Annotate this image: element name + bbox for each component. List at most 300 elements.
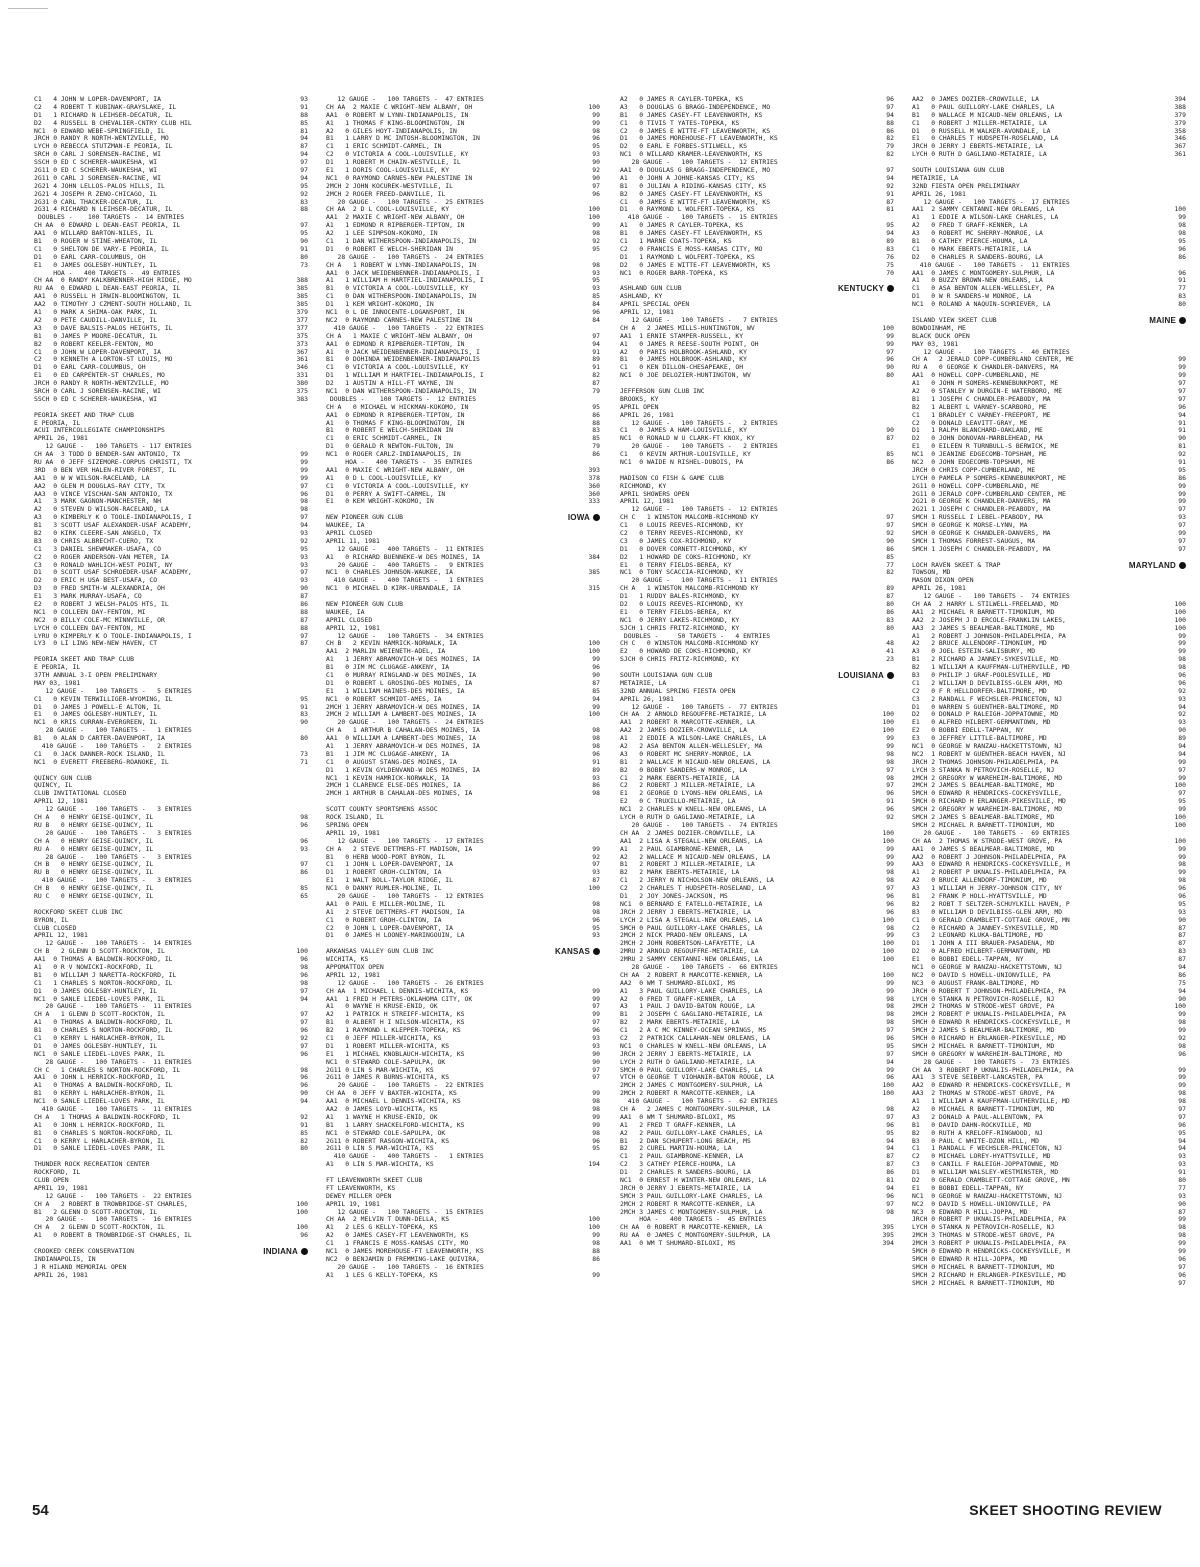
result-text: RU AA 0 JEFF SIZEMORE-CORPUS CHRISTI, TX <box>34 458 192 466</box>
result-line <box>326 451 604 459</box>
result-text: 28 GAUGE - 100 TARGETS - 73 ENTRIES <box>912 1058 1070 1066</box>
score: 98 <box>886 750 894 758</box>
result-text: B1 2 WALLACE M NICAUD-NEW ORLEANS, LA <box>620 758 771 766</box>
result-line <box>34 230 312 238</box>
result-line <box>620 877 898 885</box>
result-line <box>34 996 312 1004</box>
result-text: A2 2 BRUCE ALLENDORF-TIMONIUM, MD <box>912 640 1047 648</box>
result-line <box>620 325 898 333</box>
result-text: SOUTH LOUISIANA GUN CLUB <box>912 167 1005 175</box>
result-text: CH C 0 WINSTON MALCOMB-RICHMOND KY <box>620 640 759 648</box>
spacer-line <box>34 1240 312 1248</box>
club-header-line <box>620 285 898 293</box>
score: 98 <box>592 1098 600 1106</box>
result-text: C1 0 MURRAY RINGLAND-W DES MOINES, IA <box>326 672 477 680</box>
spacer-line <box>326 940 604 948</box>
result-line <box>326 230 604 238</box>
score: 85 <box>300 1129 308 1137</box>
publication-masthead: SKEET SHOOTING REVIEW <box>969 1502 1162 1518</box>
score: 98 <box>592 230 600 238</box>
result-text: NC1 0 STEWARD COLE-SAPULPA, OK <box>326 1058 446 1066</box>
result-text: NC1 0 GEORGE W RANZAU-HACKETTSTOWN, NJ <box>912 743 1063 751</box>
result-text: B1 0 JIM MC CLUGAGE-ANKENY, IA <box>326 664 450 672</box>
spacer-line <box>34 404 312 412</box>
result-text: J R HILAND MEMORIAL OPEN <box>34 1263 127 1271</box>
result-line <box>326 854 604 862</box>
result-line <box>620 317 898 325</box>
result-line <box>912 617 1190 625</box>
state-name: MAINE <box>1149 316 1176 325</box>
result-text: C1 0 KEVIN ARTHUR-LOUISVILLE, KY <box>620 451 751 459</box>
score: 99 <box>1178 648 1186 656</box>
result-line <box>912 625 1190 633</box>
result-line <box>620 1051 898 1059</box>
result-text: 28 GAUGE - 100 TARGETS - 3 ENTRIES <box>34 853 192 861</box>
result-line <box>326 1090 604 1098</box>
score: 82 <box>886 151 894 159</box>
result-text: B2 1 RAYMOND L KLEPPER-TOPEKA, KS <box>326 1027 461 1035</box>
result-line <box>912 459 1190 467</box>
result-line <box>34 956 312 964</box>
score: 96 <box>1178 885 1186 893</box>
score: 83 <box>300 198 308 206</box>
result-line <box>620 546 898 554</box>
score: 92 <box>886 814 894 822</box>
score: 84 <box>592 301 600 309</box>
result-text: A2 2 WALLACE M NICAUD-NEW ORLEANS, LA <box>620 853 771 861</box>
result-text: C1 0 KEN DILLON-CHESAPEAKE, OH <box>620 364 744 372</box>
score: 91 <box>592 364 600 372</box>
result-line <box>326 459 604 467</box>
result-text: ASHLAND, KY <box>620 293 663 301</box>
result-line <box>34 262 312 270</box>
result-text: CH AA 0 JEFF V BAXTER-WICHITA, KS <box>326 1090 457 1098</box>
score: 94 <box>1178 987 1186 995</box>
result-text: B1 1 LARRY D MC INTOSH-BLOOMINGTON, IN <box>326 135 480 143</box>
result-line <box>620 996 898 1004</box>
score: 87 <box>886 1161 894 1169</box>
score: 93 <box>300 96 308 103</box>
result-line <box>620 270 898 278</box>
result-text: SMCH 0 GEORGE K CHANDLER-DANVERS, MA <box>912 529 1051 537</box>
result-line <box>620 1122 898 1130</box>
result-line <box>620 396 898 404</box>
result-text: C3 2 RANDALL F WECHSLER-PRINCETON, NJ <box>912 695 1063 703</box>
result-text: B1 0 KERRY L HARLACHER-BYRON, IL <box>34 1090 165 1098</box>
score: 91 <box>886 798 894 806</box>
score: 99 <box>886 332 894 340</box>
result-text: 12 GAUGE - 100 TARGETS - 26 ENTRIES <box>326 979 484 987</box>
score: 385 <box>296 301 308 309</box>
result-line <box>34 1224 312 1232</box>
result-line <box>912 1161 1190 1169</box>
result-text: METAIRIE, LA <box>620 679 667 687</box>
result-line <box>912 1201 1190 1209</box>
result-line <box>326 96 604 104</box>
result-line <box>34 593 312 601</box>
score: 94 <box>886 174 894 182</box>
result-line <box>326 838 604 846</box>
result-text: JRCH 0 RANDY R NORTH-WENTZVILLE, MO <box>34 380 169 388</box>
result-text: B2 1 ALBERT L VARNEY-SCARBORO, ME <box>912 403 1047 411</box>
result-text: SSCH 0 ED C SCHERER-WAUKESHA, WI <box>34 395 158 403</box>
result-text: B1 0 HERB WOOD-PORT BYRON, IL <box>326 853 446 861</box>
result-text: 12 GAUGE - 100 TARGETS - 47 ENTRIES <box>326 96 484 103</box>
state-heading <box>1129 562 1186 570</box>
result-line <box>326 1114 604 1122</box>
score: 99 <box>592 1232 600 1240</box>
result-text: CH A 2 ROBERT B TROWBRIDGE-ST CHARLES, <box>34 1200 188 1208</box>
result-line <box>912 719 1190 727</box>
result-text: AA3 2 JAMES S BEALMEAR-BALTIMORE, MD <box>912 624 1055 632</box>
result-line <box>912 435 1190 443</box>
result-text: D2 0 JOHN DONOVAN-MARBLEHEAD, MA <box>912 435 1043 443</box>
score: 93 <box>300 577 308 585</box>
result-text: B2 2 MARK EBERTS-METAIRIE, LA <box>620 1019 740 1027</box>
result-text: 2G11 0 HOWELL COPP-CUMBERLAND, ME <box>912 482 1039 490</box>
result-line <box>620 301 898 309</box>
result-text: B1 2 RICHARD A JANNEY-SYKESVILLE, MD <box>912 656 1059 664</box>
result-text: 2G11 0 JERALD COPP-CUMBERLAND CENTER, ME <box>912 490 1066 498</box>
result-line <box>912 112 1190 120</box>
score: 98 <box>886 1011 894 1019</box>
result-line <box>34 309 312 317</box>
result-text: LYCH 0 RUTH D GAGLIANO-METAIRIE, LA <box>620 814 755 822</box>
result-text: A2 0 GILES HOYT-INDIANAPOLIS, IN <box>326 127 457 135</box>
result-text: 2MCH 2 ROGER FREED-DANVILLE, IL <box>326 190 446 198</box>
result-line <box>326 1043 604 1051</box>
score: 358 <box>1174 127 1186 135</box>
result-text: 410 GAUGE - 100 TARGETS - 62 ENTRIES <box>620 1098 778 1106</box>
result-text: C1 0 VICTORIA A COOL-LOUISVILLE, KY <box>326 364 469 372</box>
score: 98 <box>300 1066 308 1074</box>
result-line <box>326 727 604 735</box>
result-line <box>912 427 1190 435</box>
result-line <box>34 735 312 743</box>
result-line <box>326 782 604 790</box>
score: 100 <box>588 640 600 648</box>
result-text: 2MRU 2 SAMMY CENTANNI-NEW ORLEANS, LA <box>620 956 763 964</box>
result-text: A1 1 LES G KELLY-TOPEKA, KS <box>326 1271 438 1279</box>
result-line <box>620 1138 898 1146</box>
result-line <box>34 1074 312 1082</box>
result-text: RU AA 0 EDWARD L DEAN-EAST PEORIA, IL <box>34 285 181 293</box>
score: 100 <box>882 837 894 845</box>
score: 93 <box>300 561 308 569</box>
score: 97 <box>300 222 308 230</box>
result-line <box>326 696 604 704</box>
score: 99 <box>886 1066 894 1074</box>
score: 98 <box>592 900 600 908</box>
result-text: 2MCH 3 THOMAS W STRODE-WEST GROVE, PA <box>912 1232 1055 1240</box>
result-text: C1 1 FRANCIS E MOSS-KANSAS CITY, MO <box>326 1240 469 1248</box>
result-text: A1 0 JOHN A JOHNE-KANSAS CITY, KS <box>620 174 755 182</box>
result-text: 20 GAUGE - 100 TARGETS - 22 ENTRIES <box>326 1082 484 1090</box>
result-text: AA1 0 JOHN L HERRICK-ROCKFORD, IL <box>34 1074 165 1082</box>
result-line <box>326 719 604 727</box>
result-text: 12 GAUGE - 100 TARGETS - 14 ENTRIES <box>34 940 192 948</box>
result-line <box>912 349 1190 357</box>
score: 89 <box>592 356 600 364</box>
result-line <box>326 175 604 183</box>
result-line <box>34 388 312 396</box>
result-text: A2 0 STANLEY W DURGIN-E WATERBORO, ME <box>912 387 1063 395</box>
score: 361 <box>1174 151 1186 159</box>
result-line <box>620 104 898 112</box>
score: 94 <box>1178 963 1186 971</box>
result-line <box>620 238 898 246</box>
score: 100 <box>588 214 600 222</box>
score: 79 <box>592 443 600 451</box>
result-line <box>326 885 604 893</box>
score: 100 <box>1174 1003 1186 1011</box>
score: 89 <box>592 766 600 774</box>
score: 97 <box>886 766 894 774</box>
result-text: A1 0 ROBERT B TROWBRIDGE-ST CHARLES, IL <box>34 1232 192 1240</box>
result-line <box>912 948 1190 956</box>
result-text: JRCH 0 ROBERT T JOHNSON-PHILADELPHIA, PA <box>912 987 1066 995</box>
result-text: AA1 0 THOMAS A BALDWIN-ROCKFORD, IL <box>34 956 173 964</box>
score: 99 <box>592 111 600 119</box>
result-text: RU B 0 HENRY GEISE-QUINCY, IL <box>34 869 154 877</box>
result-line <box>326 909 604 917</box>
result-text: 410 GAUGE - 100 TARGETS - 2 ENTRIES <box>34 743 192 751</box>
result-line <box>620 206 898 214</box>
result-line <box>34 435 312 443</box>
result-line <box>620 680 898 688</box>
result-line <box>620 262 898 270</box>
score: 90 <box>886 427 894 435</box>
result-text: A1 1 JERRY ABRAMOVICH-W DES MOINES, IA <box>326 656 480 664</box>
result-line <box>326 893 604 901</box>
score: 96 <box>1178 1271 1186 1279</box>
result-line <box>34 412 312 420</box>
score: 99 <box>1178 1240 1186 1248</box>
result-text: PEORIA SKEET AND TRAP CLUB <box>34 656 135 664</box>
result-line <box>34 483 312 491</box>
score: 97 <box>1178 537 1186 545</box>
result-line <box>326 254 604 262</box>
score: 92 <box>1178 687 1186 695</box>
result-line <box>912 522 1190 530</box>
score: 97 <box>886 348 894 356</box>
score: 92 <box>1178 451 1186 459</box>
score: 98 <box>886 1208 894 1216</box>
result-line <box>34 538 312 546</box>
result-line <box>326 1106 604 1114</box>
result-line <box>620 364 898 372</box>
score: 79 <box>886 143 894 151</box>
result-line <box>620 569 898 577</box>
score: 92 <box>1178 711 1186 719</box>
result-line <box>326 1067 604 1075</box>
result-line <box>34 1059 312 1067</box>
score: 97 <box>886 514 894 522</box>
result-line <box>34 940 312 948</box>
result-line <box>912 1177 1190 1185</box>
result-text: AA1 0 RUSSELL H IRWIN-BLOOMINGTON, IL <box>34 293 181 301</box>
spacer-line <box>912 309 1190 317</box>
result-line <box>34 704 312 712</box>
result-text: JRCH 0 RANDY R NORTH-WENTZVILLE, MO <box>34 135 169 143</box>
result-text: APRIL 19, 1981 <box>34 1184 88 1192</box>
result-line <box>34 917 312 925</box>
score: 98 <box>592 908 600 916</box>
result-text: C1 0 ASA BENTON ALLEN-WELLESLEY, PA <box>912 285 1055 293</box>
result-line <box>912 246 1190 254</box>
score: 99 <box>592 987 600 995</box>
result-text: LYCH 0 COLLEEN DAY-FENTON, MI <box>34 624 146 632</box>
result-text: E1 0 JAMES OGLESBY-HUNTLEY, IL <box>34 261 158 269</box>
score: 100 <box>882 916 894 924</box>
result-text: CH AA 2 ARNOLD REGOUFFRE-METAIRIE, LA <box>620 711 767 719</box>
result-text: 410 GAUGE - 400 TARGETS - 1 ENTRIES <box>326 1153 484 1161</box>
result-text: B1 0 WILLIAM J NARETTA-ROCKFORD, IL <box>34 971 177 979</box>
state-heading <box>568 514 600 522</box>
score: 93 <box>300 553 308 561</box>
result-line <box>620 498 898 506</box>
result-line <box>620 964 898 972</box>
result-text: APRIL 12, 1981 <box>326 624 380 632</box>
result-line <box>620 143 898 151</box>
score: 100 <box>588 1216 600 1224</box>
result-line <box>912 483 1190 491</box>
result-text: APRIL 12, 1981 <box>34 932 88 940</box>
result-text: CH A 1 ROBERT W LYNN-INDIANAPOLIS, IN <box>326 261 477 269</box>
result-line <box>326 980 604 988</box>
result-text: B1 0 CHARLES S NORTON-ROCKFORD, IL <box>34 1027 173 1035</box>
result-text: D1 1 JOHN A III BRAUER-PASADENA, MD <box>912 940 1055 948</box>
score: 95 <box>886 1129 894 1137</box>
result-line <box>912 964 1190 972</box>
result-text: AA1 0 W W WILSON-RACELAND, LA <box>34 474 150 482</box>
score: 96 <box>1178 1050 1186 1058</box>
score: 95 <box>300 230 308 238</box>
result-line <box>912 1272 1190 1280</box>
result-line <box>34 1161 312 1169</box>
result-text: C2 0 ROGER ANDERSON-VAN METER, IA <box>34 553 169 561</box>
result-text: E2 0 ROBERT J WELSH-PALOS HTS, IL <box>34 601 169 608</box>
result-text: LYCH 0 STANKA N PETROVICH-ROSELLE, NJ <box>912 1224 1055 1232</box>
score: 99 <box>1178 490 1186 498</box>
result-text: 20 GAUGE - 100 TARGETS - 16 ENTRIES <box>326 1263 484 1271</box>
result-line <box>912 1027 1190 1035</box>
result-line <box>34 1209 312 1217</box>
bullet-dot-icon <box>1179 317 1186 324</box>
result-line <box>34 617 312 625</box>
result-line <box>326 530 604 538</box>
result-text: E1 1 DORIS COOL-LOUISVILLE, KY <box>326 167 450 175</box>
result-line <box>34 349 312 357</box>
result-line <box>34 206 312 214</box>
result-line <box>326 183 604 191</box>
result-line <box>620 585 898 593</box>
result-line <box>326 925 604 933</box>
result-text: LYRU 0 KIMPERLY K O TOOLE-INDIANAPOLIS, I <box>34 632 192 640</box>
result-text: B1 2 GLENN D SCOTT-ROCKTON, IL <box>34 1208 158 1216</box>
result-line <box>34 569 312 577</box>
result-text: 2MCH 2 JOHN ROBERTSON-LAFAYETTE, LA <box>620 940 755 948</box>
result-text: AA2 0 JAMES LOYD-WICHITA, KS <box>326 1106 438 1113</box>
result-line <box>620 412 898 420</box>
result-text: AA2 0 JAMES DOZIER-CROWVILLE, LA <box>912 96 1039 103</box>
result-line <box>620 246 898 254</box>
result-text: AA3 0 EDWARD R HENDRICKS-COCKEYSVILLE, M <box>912 861 1070 869</box>
result-line <box>34 317 312 325</box>
result-line <box>34 759 312 767</box>
result-line <box>326 1248 604 1256</box>
result-line <box>620 167 898 175</box>
result-line <box>912 822 1190 830</box>
score: 98 <box>886 877 894 885</box>
result-line <box>326 932 604 940</box>
state-name: LOUISIANA <box>838 672 884 680</box>
score: 92 <box>300 1034 308 1042</box>
score: 23 <box>886 656 894 664</box>
result-line <box>912 167 1190 175</box>
result-line <box>34 1169 312 1177</box>
result-text: AA1 0 JAMES C MONTGOMERY-SULPHUR, LA <box>912 269 1055 277</box>
result-line <box>912 1185 1190 1193</box>
result-text: D1 0 ROBERT L GROSING-DES MOINES, IA <box>326 679 473 687</box>
result-line <box>326 1193 604 1201</box>
result-text: NC1 0 GEORGE W RANZAU-HACKETTSTOWN, NJ <box>912 963 1063 971</box>
score: 92 <box>300 1113 308 1121</box>
score: 96 <box>886 96 894 103</box>
result-line <box>912 854 1190 862</box>
result-line <box>326 617 604 625</box>
score: 96 <box>1178 672 1186 680</box>
result-text: DOUBLES - 100 TARGETS - 14 ENTRIES <box>34 214 185 222</box>
result-line <box>34 854 312 862</box>
result-text: B1 0 DAVID DAHN-ROCKVILLE, MD <box>912 1121 1032 1129</box>
result-line <box>34 396 312 404</box>
result-text: A1 1 WAYNE H KRUSE-ENID, OK <box>326 1113 438 1121</box>
result-text: 12 GAUGE - 100 TARGETS - 22 ENTRIES <box>34 1192 192 1200</box>
score: 91 <box>592 758 600 766</box>
result-line <box>34 688 312 696</box>
result-line <box>326 1122 604 1130</box>
score: 89 <box>886 238 894 246</box>
score: 95 <box>592 277 600 285</box>
state-name: IOWA <box>567 514 590 523</box>
result-line <box>326 996 604 1004</box>
result-line <box>326 325 604 333</box>
result-text: C3 0 CANILL F RALEIGH-JOPPATOWNE, MD <box>912 1161 1059 1169</box>
score: 100 <box>588 1224 600 1232</box>
result-line <box>912 696 1190 704</box>
result-line <box>34 151 312 159</box>
score: 98 <box>1178 222 1186 230</box>
score: 88 <box>300 111 308 119</box>
result-text: B2 0 RUTH A KRELOFF-RINGWOOD, NJ <box>912 1129 1043 1137</box>
score: 97 <box>300 987 308 995</box>
result-text: AA1 1 FRED H PETERS-OKLAHOMA CITY, OK <box>326 995 473 1003</box>
result-line <box>912 277 1190 285</box>
result-text: E2 0 BOBBI EDELL-TAPPAN, NY <box>912 727 1024 735</box>
result-line <box>34 1082 312 1090</box>
result-line <box>326 143 604 151</box>
result-text: CH A 1 MAXIE C WRIGHT-NEW ALBANY, OH <box>326 332 473 340</box>
result-text: A1 1 WILLIAM A KAUFFMAN-LUTHERVILLE, MD <box>912 1098 1070 1106</box>
result-line <box>912 301 1190 309</box>
score: 98 <box>886 1106 894 1113</box>
score: 97 <box>592 332 600 340</box>
result-line <box>34 451 312 459</box>
result-line <box>620 885 898 893</box>
score: 99 <box>886 743 894 751</box>
result-text: 20 GAUGE - 100 TARGETS - 3 ENTRIES <box>34 829 192 837</box>
